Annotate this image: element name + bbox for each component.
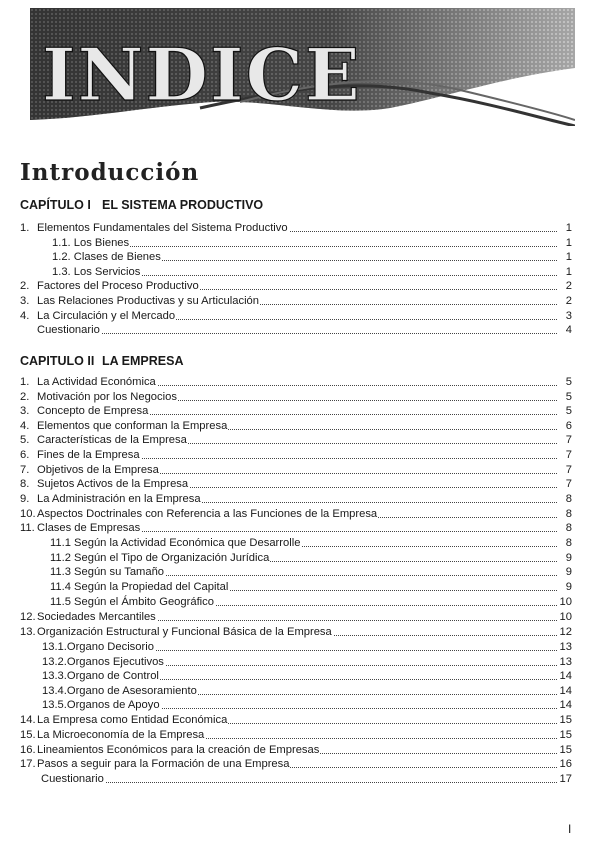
toc-entry[interactable] [0,521,600,535]
toc-number: 9. [20,493,30,505]
toc-page: 7 [565,434,572,446]
toc-entry[interactable] [0,757,600,771]
toc-title: 1.3. Los Servicios [52,266,141,278]
toc-title: Elementos Fundamentales del Sistema Productivo [37,222,288,234]
toc-entry[interactable] [0,580,600,594]
toc-page: 7 [565,478,572,490]
toc-page: 9 [565,552,572,564]
toc-page: 8 [565,493,572,505]
toc-title: Las Relaciones Productivas y su Articulación [37,295,259,307]
toc-page: 6 [565,420,572,432]
toc-page: 7 [565,449,572,461]
toc-title: Lineamientos Económicos para la creación de Empresas [37,744,320,756]
toc-page: 16 [559,758,572,770]
toc-entry[interactable] [0,404,600,418]
toc-entry[interactable] [0,433,600,447]
toc-number: 16. [20,744,36,756]
toc-entry[interactable] [0,236,600,250]
toc-entry[interactable] [0,375,600,389]
toc-number: 1. [20,222,30,234]
toc-title: La Empresa como Entidad Económica [37,714,228,726]
toc-page: 8 [565,508,572,520]
toc-page: 10 [559,611,572,623]
toc-title: Fines de la Empresa [37,449,140,461]
toc-entry[interactable] [0,713,600,727]
toc-title: Clases de Empresas [37,522,141,534]
chapter-heading-1 [20,198,263,212]
toc-page: 15 [559,729,572,741]
chapter-label: CAPITULO II [20,354,95,368]
toc-entry[interactable] [0,669,600,683]
toc-entry[interactable] [0,595,600,609]
toc-title: La Actividad Económica [37,376,156,388]
toc-page: 1 [565,266,572,278]
toc-page: 7 [565,464,572,476]
toc-number: 1. [20,376,30,388]
toc-title: Aspectos Doctrinales con Referencia a las Funciones de la Empresa [37,508,378,520]
toc-title: Objetivos de la Empresa [37,464,159,476]
toc-entry[interactable] [0,294,600,308]
toc-page: 2 [565,295,572,307]
toc-title: La Administración en la Empresa [37,493,201,505]
toc-number: 4. [20,420,30,432]
toc-number: 17. [20,758,36,770]
toc-page: 10 [559,596,572,608]
toc-title: 13.3.Organo de Control [42,670,159,682]
toc-number: 15. [20,729,36,741]
toc-entry[interactable] [0,463,600,477]
toc-entry[interactable] [0,536,600,550]
toc-page: 3 [565,310,572,322]
index-banner [30,8,575,126]
toc-page: 8 [565,537,572,549]
toc-entry[interactable] [0,323,600,337]
toc-page: 13 [559,656,572,668]
toc-entry[interactable] [0,492,600,506]
chapter-heading-2 [20,354,184,368]
toc-page: 1 [565,251,572,263]
toc-page: 4 [565,324,572,336]
toc-number: 4. [20,310,30,322]
toc-entry[interactable] [0,625,600,639]
toc-entry[interactable] [0,448,600,462]
toc-title: 11.3 Según su Tamaño [50,566,165,578]
toc-number: 5. [20,434,30,446]
toc-entry[interactable] [0,477,600,491]
toc-entry[interactable] [0,250,600,264]
toc-page: 9 [565,581,572,593]
toc-number: 7. [20,464,30,476]
toc-entry[interactable] [0,390,600,404]
toc-number: 14. [20,714,36,726]
toc-entry[interactable] [0,551,600,565]
toc-entry[interactable] [0,279,600,293]
toc-entry[interactable] [0,565,600,579]
toc-title: Organización Estructural y Funcional Básica de la Empresa [37,626,332,638]
toc-number: 3. [20,295,30,307]
toc-number: 2. [20,391,30,403]
toc-title: La Microeconomía de la Empresa [37,729,205,741]
toc-entry[interactable] [0,640,600,654]
toc-title: Factores del Proceso Productivo [37,280,199,292]
toc-title: Cuestionario [41,773,104,785]
toc-entry[interactable] [0,728,600,742]
toc-page: 15 [559,714,572,726]
toc-entry[interactable] [0,265,600,279]
chapter-label: CAPÍTULO I [20,198,91,212]
toc-number: 3. [20,405,30,417]
toc-entry[interactable] [0,743,600,757]
toc-number: 10. [20,508,36,520]
toc-entry[interactable] [0,419,600,433]
introduction-heading: Introducción [20,159,200,186]
toc-entry[interactable] [0,655,600,669]
toc-entry[interactable] [0,684,600,698]
toc-page: 15 [559,744,572,756]
toc-page: 14 [559,685,572,697]
toc-page: 5 [565,405,572,417]
toc-number: 8. [20,478,30,490]
toc-page: 14 [559,699,572,711]
toc-title: Sociedades Mercantiles [37,611,156,623]
toc-page: 8 [565,522,572,534]
toc-page: 5 [565,376,572,388]
toc-number: 2. [20,280,30,292]
toc-entry[interactable] [0,507,600,521]
toc-title: 13.2.Organos Ejecutivos [42,656,164,668]
toc-page: 12 [559,626,572,638]
toc-page: 1 [565,222,572,234]
toc-entry[interactable] [0,698,600,712]
toc-number: 11. [20,522,35,534]
toc-page: 2 [565,280,572,292]
toc-title: Cuestionario [37,324,100,336]
toc-number: 13. [20,626,36,638]
toc-title: 11.1 Según la Actividad Económica que Desarrolle [50,537,301,549]
toc-entry[interactable] [0,772,600,786]
toc-title: 13.5.Organos de Apoyo [42,699,160,711]
toc-title: La Circulación y el Mercado [37,310,176,322]
toc-title: 13.1.Organo Decisorio [42,641,154,653]
toc-title: Concepto de Empresa [37,405,149,417]
toc-page: 13 [559,641,572,653]
toc-title: Pasos a seguir para la Formación de una Empresa [37,758,290,770]
chapter-title: LA EMPRESA [102,354,184,368]
toc-title: 11.2 Según el Tipo de Organización Jurídica [50,552,270,564]
toc-number: 12. [20,611,36,623]
toc-title: Sujetos Activos de la Empresa [37,478,189,490]
toc-page: 5 [565,391,572,403]
toc-page: 17 [559,773,572,785]
banner-title: INDICE [42,32,362,117]
toc-title: Características de la Empresa [37,434,187,446]
toc-entry[interactable] [0,610,600,624]
toc-title: 11.5 Según el Ámbito Geográfico [50,596,214,608]
toc-entry[interactable] [0,221,600,235]
chapter-title: EL SISTEMA PRODUCTIVO [102,198,264,212]
toc-number: 6. [20,449,30,461]
toc-title: Motivación por los Negocios [37,391,177,403]
toc-title: 1.1. Los Bienes [52,237,130,249]
toc-title: 11.4 Según la Propiedad del Capital [50,581,229,593]
page-number: I [568,822,572,836]
toc-page: 1 [565,237,572,249]
toc-page: 14 [559,670,572,682]
toc-title: 1.2. Clases de Bienes [52,251,161,263]
dot-leader [37,333,557,334]
toc-page: 9 [565,566,572,578]
toc-title: Elementos que conforman la Empresa [37,420,228,432]
dot-leader [41,782,557,783]
toc-entry[interactable] [0,309,600,323]
toc-title: 13.4.Organo de Asesoramiento [42,685,197,697]
